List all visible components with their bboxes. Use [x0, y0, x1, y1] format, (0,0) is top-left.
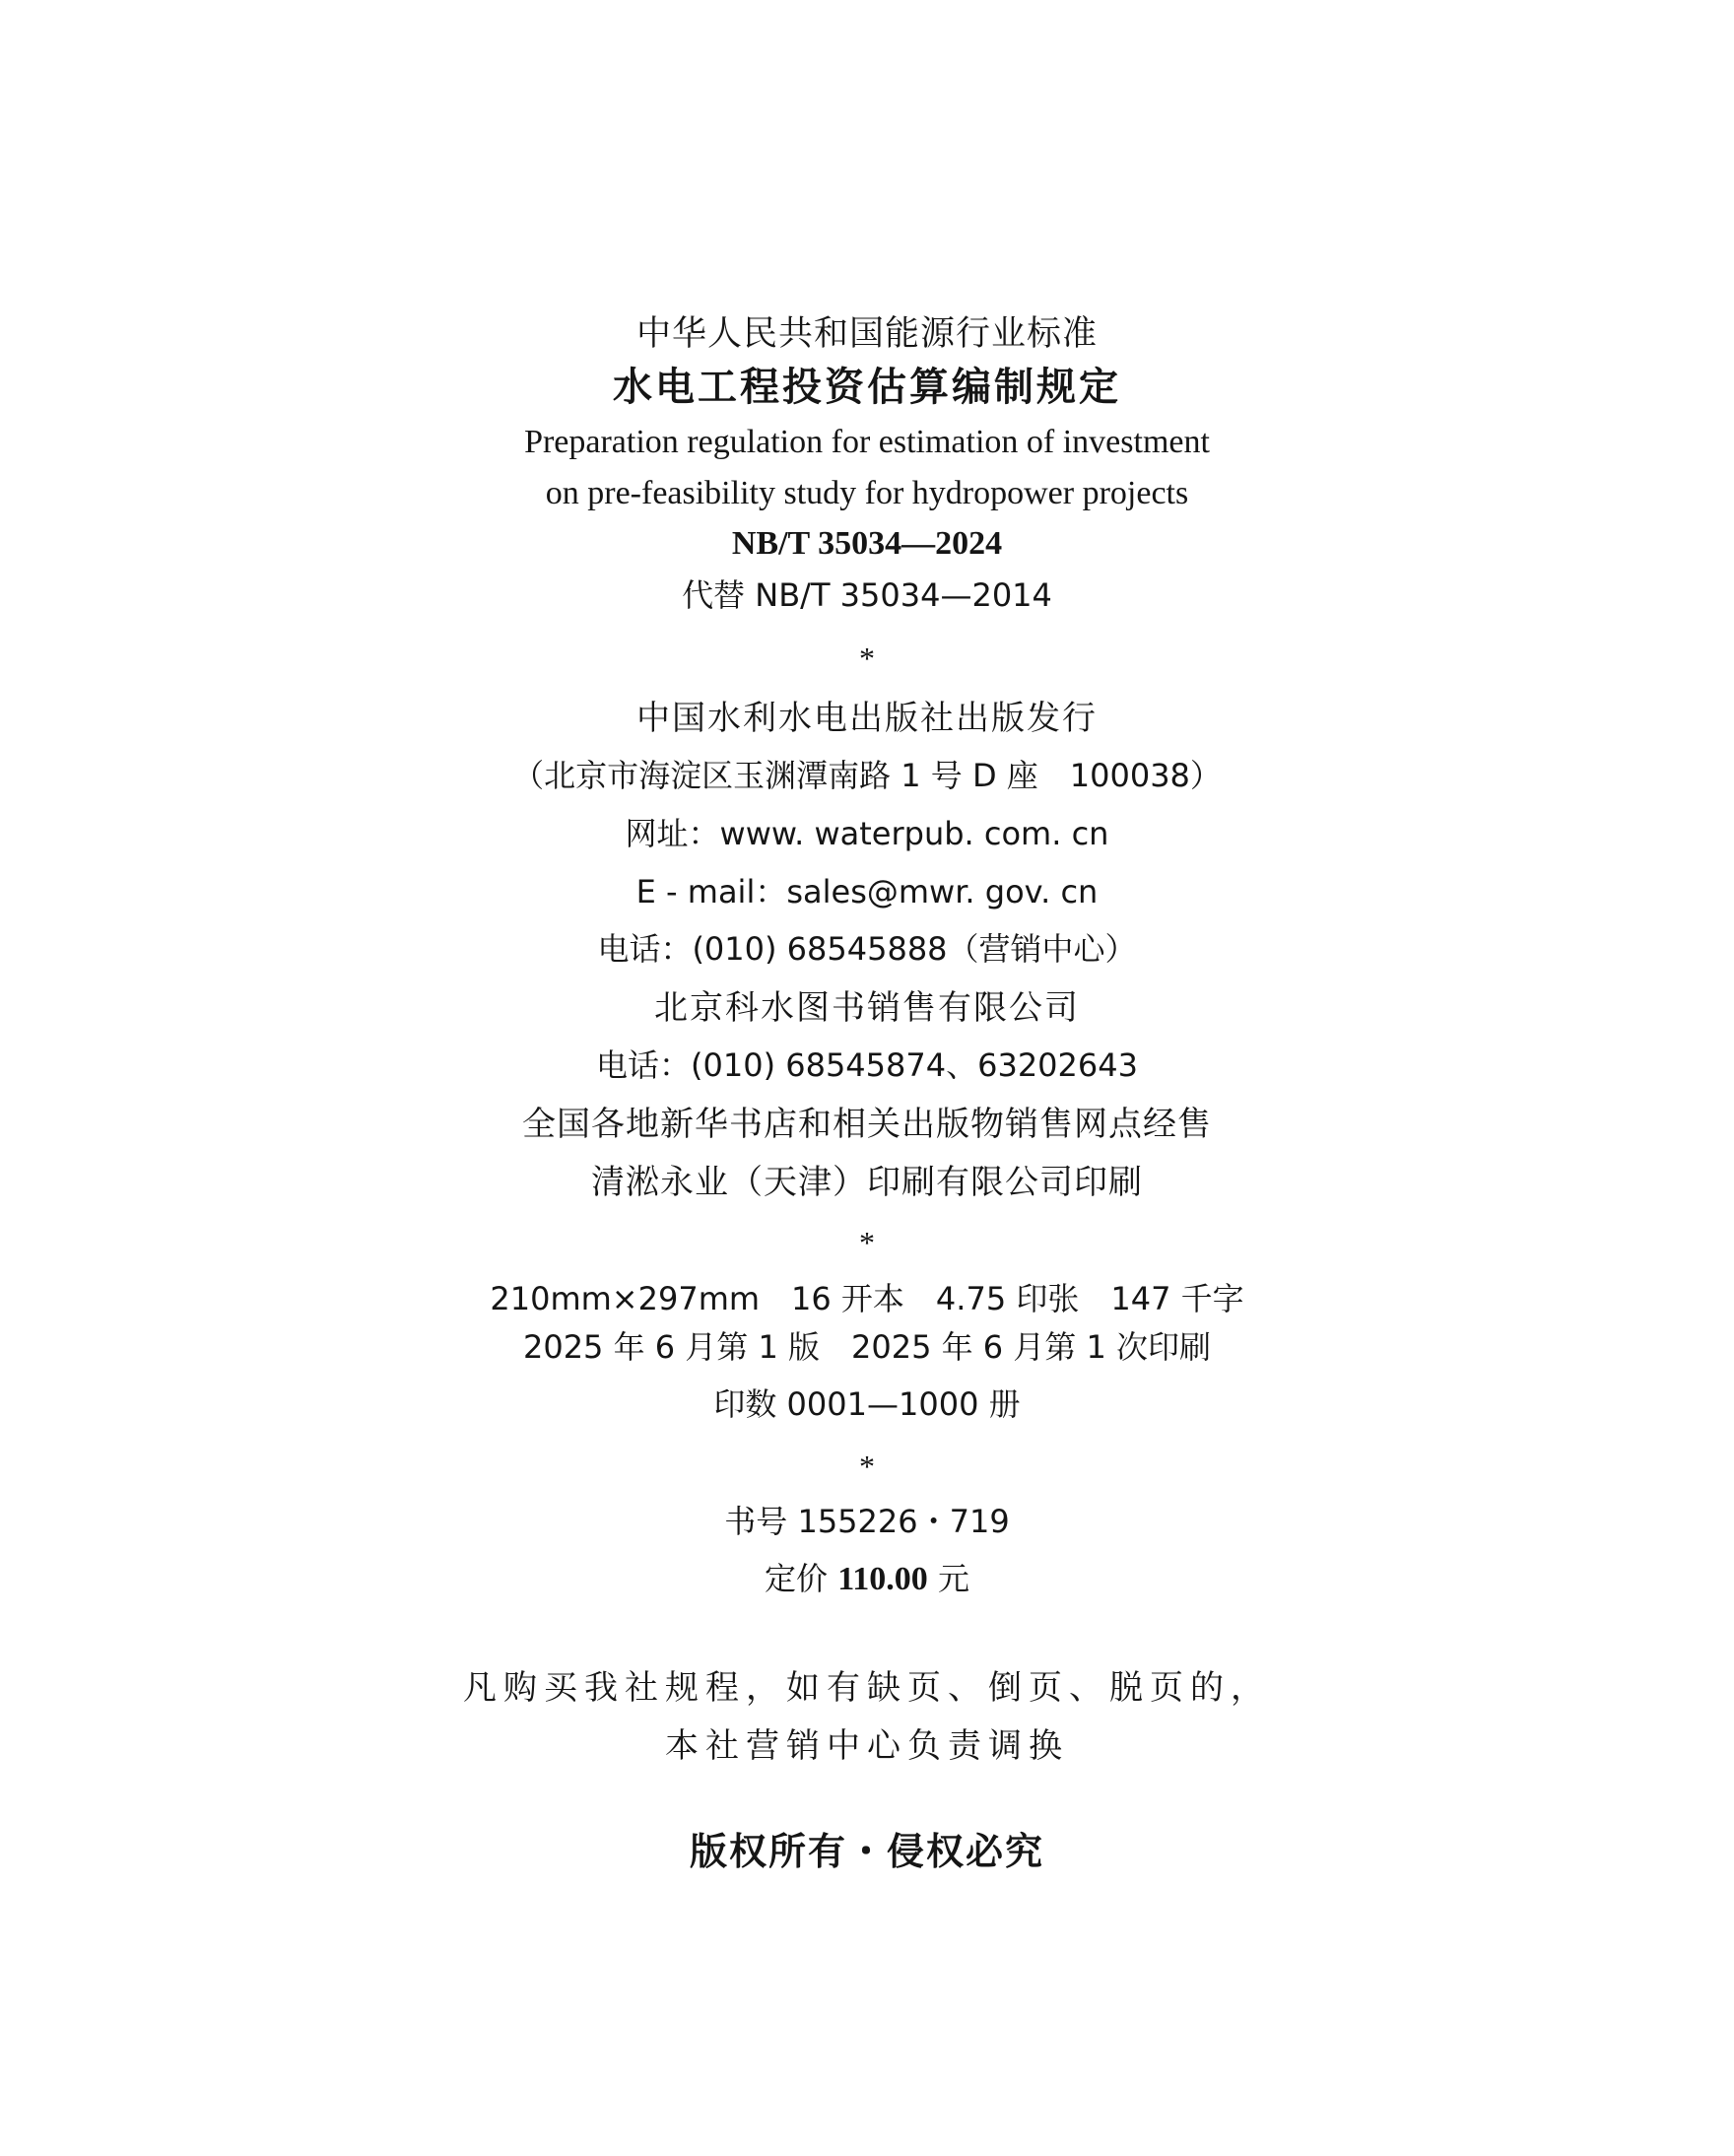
price-label: 定价: [765, 1560, 829, 1597]
standard-category: 中华人民共和国能源行业标准: [635, 314, 1098, 354]
retail-channels: 全国各地新华书店和相关出版物销售网点经售: [522, 1105, 1212, 1144]
printer-name: 清淞永业（天津）印刷有限公司印刷: [591, 1163, 1143, 1202]
price-line: [0, 1560, 1734, 1597]
distributor-phone: 电话：(010) 68545874、63202643: [596, 1046, 1138, 1084]
distributor-name: 北京科水图书销售有限公司: [654, 988, 1080, 1028]
publisher-name: 中国水利水电出版社出版发行: [636, 699, 1098, 738]
format-specs: 210mm×297mm 16 开本 4.75 印张 147 千字: [490, 1280, 1244, 1317]
title-cn: 水电工程投资估算编制规定: [613, 365, 1121, 410]
price-value: 110.00: [837, 1561, 928, 1597]
publisher-address: （北京市海淀区玉渊潭南路 1 号 D 座 100038）: [512, 757, 1222, 794]
copyright-notice: 版权所有・侵权必究: [689, 1830, 1044, 1873]
publisher-email: E - mail：sales@mwr. gov. cn: [635, 873, 1099, 910]
separator-star: *: [859, 640, 875, 676]
title-en-line1: Preparation regulation for estimation of investment: [524, 424, 1210, 460]
book-number: 书号 155226・719: [724, 1503, 1010, 1540]
publisher-website: 网址：www. waterpub. com. cn: [625, 815, 1109, 852]
publisher-phone: 电话：(010) 68545888（营销中心）: [597, 930, 1137, 968]
separator-star: *: [859, 1449, 875, 1484]
replacement-notice-line1: 凡购买我社规程，如有缺页、倒页、脱页的，: [463, 1668, 1271, 1708]
edition-info: 2025 年 6 月第 1 版 2025 年 6 月第 1 次印刷: [522, 1328, 1212, 1366]
price-unit: 元: [937, 1560, 969, 1597]
title-en-line2: on pre-feasibility study for hydropower projects: [545, 475, 1189, 511]
standard-number: NB/T 35034—2024: [731, 525, 1003, 562]
replaces-standard: 代替 NB/T 35034—2014: [682, 576, 1052, 614]
replacement-notice-line2: 本社营销中心负责调换: [665, 1726, 1069, 1766]
separator-star: *: [859, 1225, 875, 1260]
print-run: 印数 0001—1000 册: [713, 1385, 1021, 1423]
